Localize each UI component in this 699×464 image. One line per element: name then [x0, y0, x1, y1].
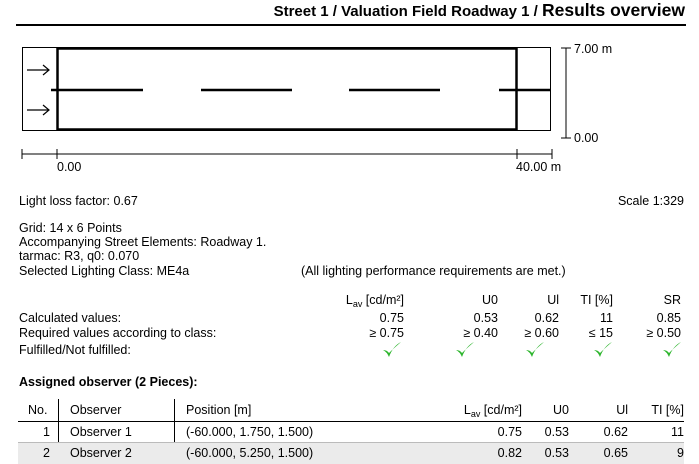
cell-no: 2 [43, 446, 50, 460]
results-cell: 0.75 [379, 311, 404, 325]
cell-ti: 11 [671, 425, 684, 439]
breadcrumb: Street 1 / Valuation Field Roadway 1 / [273, 3, 543, 20]
cell-u0: 0.53 [544, 446, 569, 460]
check-icon [592, 340, 614, 360]
vertical-dimension [561, 48, 571, 138]
col-header-observer: Observer [70, 403, 122, 417]
results-cell: 11 [600, 311, 613, 325]
results-cell: ≥ 0.50 [646, 326, 681, 340]
results-cell: 0.85 [656, 311, 681, 325]
check-icon [454, 340, 476, 360]
dimension-start-label: 0.00 [57, 160, 82, 174]
col-header-ul: Ul [616, 403, 628, 417]
scale-label: Scale 1:329 [617, 194, 684, 208]
page-title: Results overview [542, 0, 685, 20]
requirements-met-note: (All lighting performance requirements are met.) [301, 264, 566, 278]
header-rule [16, 24, 686, 26]
results-row-label: Calculated values: [19, 311, 122, 325]
horizontal-dimension [22, 149, 552, 159]
cell-ul: 0.62 [603, 425, 628, 439]
results-header-lav: $L_{av}$ [cd/m²] [345, 293, 404, 309]
dimension-bottom-label: 0.00 [574, 131, 599, 145]
cell-position: (-60.000, 5.250, 1.500) [186, 446, 314, 460]
results-header-ti: TI [%] [580, 293, 613, 307]
table-header-row [18, 400, 684, 421]
check-icon [524, 340, 546, 360]
cell-u0: 0.53 [544, 425, 569, 439]
results-cell: ≤ 15 [588, 326, 613, 340]
accompanying-elements: Accompanying Street Elements: Roadway 1. [19, 235, 267, 249]
results-cell: ≥ 0.40 [463, 326, 498, 340]
dimension-top-label: 7.00 m [574, 42, 613, 56]
table-row [18, 443, 684, 464]
results-header-u0: U0 [482, 293, 498, 307]
observer-arrow-icon [27, 65, 49, 75]
cell-ul: 0.65 [603, 446, 628, 460]
check-icon [661, 340, 683, 360]
results-cell: 0.53 [473, 311, 498, 325]
results-cell: 0.62 [534, 311, 559, 325]
col-header-no: No. [28, 403, 48, 417]
col-header-ti: TI [%] [651, 403, 684, 417]
results-cell: ≥ 0.60 [524, 326, 559, 340]
observer-heading: Assigned observer (2 Pieces): [19, 375, 198, 389]
col-header-u0: U0 [553, 403, 569, 417]
fulfilled-label: Fulfilled/Not fulfilled: [19, 343, 131, 357]
observer-arrow-icon [27, 105, 49, 115]
cell-lav: 0.75 [497, 425, 522, 439]
col-header-position: Position [m] [186, 403, 252, 417]
cell-ti: 9 [677, 446, 684, 460]
results-cell: ≥ 0.75 [369, 326, 404, 340]
tarmac-info: tarmac: R3, q0: 0.070 [19, 249, 140, 263]
light-loss-factor: Light loss factor: 0.67 [19, 194, 138, 208]
page-header [274, 0, 685, 21]
results-header-ul: Ul [547, 293, 559, 307]
cell-observer: Observer 1 [70, 425, 132, 439]
cell-position: (-60.000, 1.750, 1.500) [186, 425, 314, 439]
dimension-end-label: 40.00 m [516, 160, 562, 174]
cell-lav: 0.82 [497, 446, 522, 460]
results-header-sr: SR [663, 293, 681, 307]
cell-no: 1 [43, 425, 50, 439]
check-icon [381, 340, 403, 360]
results-row-label: Required values according to class: [19, 326, 217, 340]
lighting-class: Selected Lighting Class: ME4a [19, 264, 190, 278]
col-header-lav: $L_{av}$ [cd/m²] [463, 403, 522, 419]
table-row [18, 422, 684, 443]
grid-info: Grid: 14 x 6 Points [19, 221, 122, 235]
cell-observer: Observer 2 [70, 446, 132, 460]
